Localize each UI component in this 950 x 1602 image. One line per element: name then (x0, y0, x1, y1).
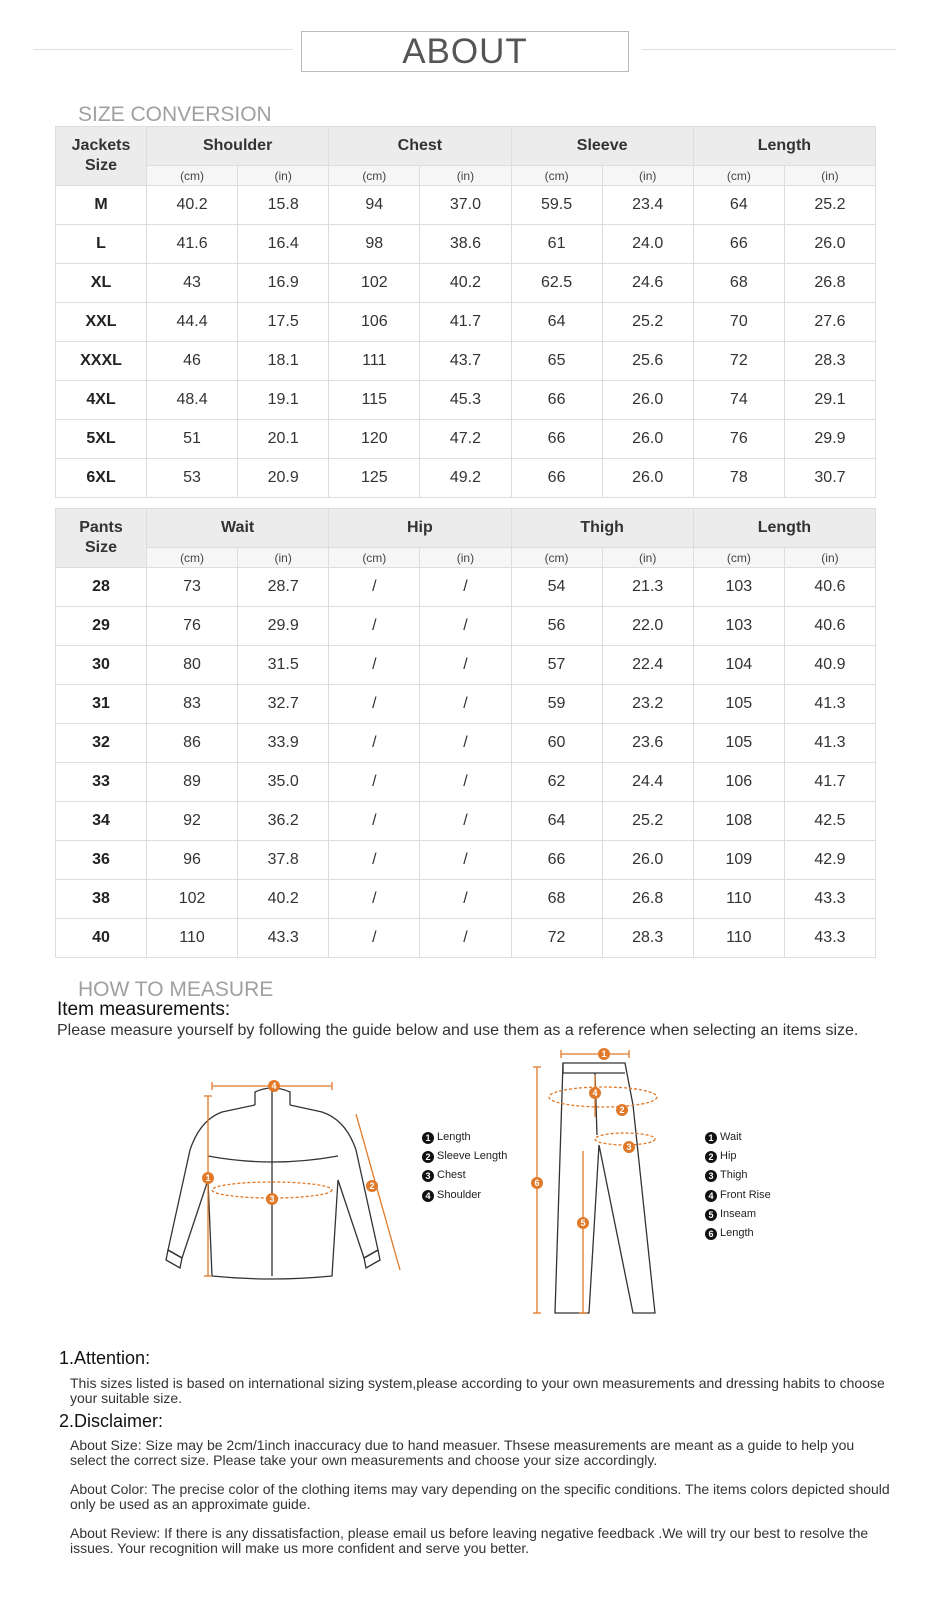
marker-waist: 1 (601, 1049, 607, 1059)
legend-item (705, 1224, 771, 1243)
table-cell: 57 (511, 646, 602, 685)
jackets-group-header: Chest (329, 127, 511, 166)
unit-label: (cm) (693, 548, 784, 568)
jacket-size-row (56, 264, 876, 303)
pants-group-header: Length (693, 509, 875, 548)
pants-size-row (56, 724, 876, 763)
size-label: 29 (56, 607, 147, 646)
marker-chest: 3 (269, 1194, 275, 1204)
unit-label: (in) (420, 166, 511, 186)
legend-number-icon: 1 (422, 1132, 434, 1144)
table-cell: 22.4 (602, 646, 693, 685)
table-cell: / (420, 880, 511, 919)
table-cell: 31.5 (238, 646, 329, 685)
pants-size-row (56, 568, 876, 607)
table-cell: 76 (693, 420, 784, 459)
table-cell: 23.4 (602, 186, 693, 225)
attention-text: This sizes listed is based on international sizing system,please according to your own measurements and dressing habits to choose your suitable size. (70, 1375, 885, 1406)
jackets-group-header: Sleeve (511, 127, 693, 166)
legend-number-icon: 5 (705, 1209, 717, 1221)
table-cell: 102 (329, 264, 420, 303)
table-cell: 24.4 (602, 763, 693, 802)
marker-length: 1 (205, 1173, 211, 1183)
table-cell: 65 (511, 342, 602, 381)
header-divider-right (642, 49, 896, 50)
table-cell: 105 (693, 724, 784, 763)
table-cell: / (420, 802, 511, 841)
pants-size-row (56, 919, 876, 958)
size-label: 28 (56, 568, 147, 607)
table-cell: 41.7 (784, 763, 875, 802)
table-cell: 59 (511, 685, 602, 724)
table-cell: 29.9 (784, 420, 875, 459)
table-cell: 40.2 (147, 186, 238, 225)
pants-size-header: Pants Size (56, 509, 147, 568)
jacket-legend (422, 1128, 507, 1205)
table-cell: 42.9 (784, 841, 875, 880)
table-cell: 103 (693, 607, 784, 646)
unit-label: (cm) (511, 166, 602, 186)
table-cell: 43.7 (420, 342, 511, 381)
table-cell: / (420, 919, 511, 958)
size-label: XXL (56, 303, 147, 342)
pants-size-row (56, 607, 876, 646)
table-cell: 92 (147, 802, 238, 841)
table-cell: 68 (693, 264, 784, 303)
table-cell: 26.0 (602, 841, 693, 880)
size-label: 5XL (56, 420, 147, 459)
size-label: L (56, 225, 147, 264)
table-cell: 16.9 (238, 264, 329, 303)
table-cell: 21.3 (602, 568, 693, 607)
table-cell: 20.9 (238, 459, 329, 498)
table-cell: 46 (147, 342, 238, 381)
legend-item (422, 1166, 507, 1185)
legend-number-icon: 4 (422, 1190, 434, 1202)
pants-header-row (56, 509, 876, 548)
disclaimer-review: About Review: If there is any dissatisfaction, please email us before leaving negative feedback .We will try our best to resolve the issues. Your recognition will make us more confident and serve you better. (70, 1525, 869, 1556)
table-cell: 106 (693, 763, 784, 802)
table-cell: 16.4 (238, 225, 329, 264)
table-cell: 28.3 (602, 919, 693, 958)
marker-hip: 2 (619, 1105, 625, 1115)
size-label: 38 (56, 880, 147, 919)
legend-label: Inseam (720, 1207, 757, 1220)
pants-group-header: Thigh (511, 509, 693, 548)
legend-label: Wait (720, 1131, 742, 1143)
table-cell: 26.0 (602, 459, 693, 498)
table-cell: 40.9 (784, 646, 875, 685)
item-measurements-title: Item measurements: (57, 999, 231, 1020)
table-cell: 25.2 (602, 303, 693, 342)
table-cell: 111 (329, 342, 420, 381)
table-cell: 38.6 (420, 225, 511, 264)
table-cell: 54 (511, 568, 602, 607)
pants-diagram (525, 1045, 665, 1320)
table-cell: 40.2 (420, 264, 511, 303)
jacket-size-row (56, 225, 876, 264)
table-cell: 43.3 (784, 880, 875, 919)
table-cell: 41.3 (784, 724, 875, 763)
table-cell: 28.7 (238, 568, 329, 607)
legend-number-icon: 4 (705, 1190, 717, 1202)
table-cell: 35.0 (238, 763, 329, 802)
table-cell: / (329, 880, 420, 919)
disclaimer-title: 2.Disclaimer: (59, 1411, 164, 1431)
table-cell: 51 (147, 420, 238, 459)
table-cell: 98 (329, 225, 420, 264)
size-label: XL (56, 264, 147, 303)
table-cell: 40.6 (784, 568, 875, 607)
legend-item (705, 1205, 771, 1224)
marker-pants-length: 6 (534, 1178, 540, 1188)
table-cell: / (329, 646, 420, 685)
table-cell: 24.0 (602, 225, 693, 264)
disclaimer-color: About Color: The precise color of the clothing items may vary depending on the specific conditions. The items colors depicted should only be used as an approximate guide. (70, 1481, 890, 1512)
table-cell: 72 (511, 919, 602, 958)
table-cell: 28.3 (784, 342, 875, 381)
jacket-size-row (56, 303, 876, 342)
table-cell: 30.7 (784, 459, 875, 498)
table-cell: 45.3 (420, 381, 511, 420)
jacket-diagram (160, 1070, 410, 1285)
table-cell: 105 (693, 685, 784, 724)
table-cell: 23.6 (602, 724, 693, 763)
table-cell: 36.2 (238, 802, 329, 841)
marker-front-rise: 4 (592, 1088, 598, 1098)
unit-label: (cm) (147, 548, 238, 568)
table-cell: 15.8 (238, 186, 329, 225)
pants-size-row (56, 880, 876, 919)
table-cell: 49.2 (420, 459, 511, 498)
table-cell: 62.5 (511, 264, 602, 303)
table-cell: 41.7 (420, 303, 511, 342)
legend-label: Chest (437, 1169, 466, 1182)
table-cell: 26.0 (784, 225, 875, 264)
table-cell: 56 (511, 607, 602, 646)
table-cell: 29.9 (238, 607, 329, 646)
table-cell: 48.4 (147, 381, 238, 420)
size-label: 40 (56, 919, 147, 958)
table-cell: 22.0 (602, 607, 693, 646)
size-label: 6XL (56, 459, 147, 498)
size-label: 32 (56, 724, 147, 763)
pants-size-row (56, 841, 876, 880)
legend-item (705, 1147, 771, 1166)
size-label: 34 (56, 802, 147, 841)
table-cell: 24.6 (602, 264, 693, 303)
unit-label: (in) (420, 548, 511, 568)
table-cell: 94 (329, 186, 420, 225)
page-title: ABOUT (402, 32, 528, 71)
legend-item (705, 1128, 771, 1147)
jackets-unit-row (56, 166, 876, 186)
unit-label: (in) (238, 548, 329, 568)
how-to-measure-heading: HOW TO MEASURE (78, 978, 274, 1001)
jackets-group-header: Shoulder (147, 127, 329, 166)
table-cell: 125 (329, 459, 420, 498)
table-cell: / (420, 763, 511, 802)
page-header (0, 0, 950, 90)
legend-label: Sleeve Length (437, 1150, 508, 1163)
table-cell: 59.5 (511, 186, 602, 225)
table-cell: 26.0 (602, 420, 693, 459)
marker-sleeve: 2 (369, 1181, 375, 1191)
pants-legend (705, 1128, 771, 1243)
item-measurements-desc: Please measure yourself by following the guide below and use them as a reference when selecting an items size. (57, 1022, 859, 1039)
legend-item (705, 1186, 771, 1205)
table-cell: 33.9 (238, 724, 329, 763)
table-cell: 37.0 (420, 186, 511, 225)
unit-label: (cm) (693, 166, 784, 186)
table-cell: / (329, 919, 420, 958)
jacket-size-row (56, 381, 876, 420)
legend-number-icon: 6 (705, 1228, 717, 1240)
legend-number-icon: 2 (705, 1151, 717, 1163)
table-cell: 108 (693, 802, 784, 841)
jacket-size-row (56, 420, 876, 459)
table-cell: 89 (147, 763, 238, 802)
legend-item (422, 1128, 507, 1147)
table-cell: / (420, 568, 511, 607)
legend-item (422, 1147, 507, 1166)
table-cell: 120 (329, 420, 420, 459)
legend-label: Length (437, 1131, 471, 1143)
size-label: 36 (56, 841, 147, 880)
unit-label: (cm) (511, 548, 602, 568)
jackets-size-header: Jackets Size (56, 127, 147, 186)
jacket-size-row (56, 459, 876, 498)
table-cell: 66 (511, 420, 602, 459)
table-cell: 73 (147, 568, 238, 607)
table-cell: 17.5 (238, 303, 329, 342)
table-cell: 83 (147, 685, 238, 724)
table-cell: 110 (693, 919, 784, 958)
pants-size-row (56, 763, 876, 802)
attention-title: 1.Attention: (59, 1348, 151, 1368)
size-conversion-heading: SIZE CONVERSION (78, 103, 272, 126)
unit-label: (in) (602, 166, 693, 186)
header-divider-left (33, 49, 293, 50)
table-cell: 25.2 (602, 802, 693, 841)
table-cell: 109 (693, 841, 784, 880)
unit-label: (in) (602, 548, 693, 568)
unit-label: (cm) (147, 166, 238, 186)
legend-number-icon: 1 (705, 1132, 717, 1144)
table-cell: 40.6 (784, 607, 875, 646)
disclaimer-size: About Size: Size may be 2cm/1inch inaccuracy due to hand measuer. Thsese measurements are meant as a guide to help you select the correct size. Please take your own measurements and choose your size accordingly. (70, 1437, 855, 1468)
table-cell: 96 (147, 841, 238, 880)
table-cell: 86 (147, 724, 238, 763)
table-cell: / (420, 646, 511, 685)
table-cell: 68 (511, 880, 602, 919)
table-cell: 32.7 (238, 685, 329, 724)
table-cell: / (329, 607, 420, 646)
table-cell: 26.8 (784, 264, 875, 303)
table-cell: 62 (511, 763, 602, 802)
jackets-group-header: Length (693, 127, 875, 166)
marker-thigh: 3 (626, 1142, 632, 1152)
size-label: 30 (56, 646, 147, 685)
table-cell: 115 (329, 381, 420, 420)
legend-number-icon: 3 (422, 1170, 434, 1182)
unit-label: (cm) (329, 548, 420, 568)
table-cell: / (420, 724, 511, 763)
unit-label: (in) (784, 166, 875, 186)
table-cell: 41.3 (784, 685, 875, 724)
pants-group-header: Wait (147, 509, 329, 548)
table-cell: 104 (693, 646, 784, 685)
table-cell: 19.1 (238, 381, 329, 420)
table-cell: 74 (693, 381, 784, 420)
table-cell: / (329, 685, 420, 724)
table-cell: 66 (511, 381, 602, 420)
table-cell: / (420, 607, 511, 646)
legend-label: Thigh (720, 1169, 748, 1182)
legend-number-icon: 2 (422, 1151, 434, 1163)
table-cell: 37.8 (238, 841, 329, 880)
table-cell: / (329, 763, 420, 802)
size-label: 4XL (56, 381, 147, 420)
table-cell: / (329, 841, 420, 880)
table-cell: 64 (511, 802, 602, 841)
table-cell: 43.3 (238, 919, 329, 958)
table-cell: 103 (693, 568, 784, 607)
jacket-size-row (56, 342, 876, 381)
size-label: M (56, 186, 147, 225)
table-cell: 27.6 (784, 303, 875, 342)
pants-size-row (56, 802, 876, 841)
pants-group-header: Hip (329, 509, 511, 548)
table-cell: 66 (511, 459, 602, 498)
table-cell: / (420, 685, 511, 724)
table-cell: 25.6 (602, 342, 693, 381)
legend-number-icon: 3 (705, 1170, 717, 1182)
table-cell: 26.0 (602, 381, 693, 420)
legend-label: Hip (720, 1150, 737, 1163)
unit-label: (in) (784, 548, 875, 568)
table-cell: 23.2 (602, 685, 693, 724)
pants-size-row (56, 685, 876, 724)
legend-label: Shoulder (437, 1188, 482, 1201)
unit-label: (in) (238, 166, 329, 186)
table-cell: 76 (147, 607, 238, 646)
table-cell: 44.4 (147, 303, 238, 342)
table-cell: 64 (511, 303, 602, 342)
unit-label: (cm) (329, 166, 420, 186)
table-cell: 80 (147, 646, 238, 685)
table-cell: 64 (693, 186, 784, 225)
table-cell: 47.2 (420, 420, 511, 459)
legend-label: Front Rise (720, 1188, 771, 1201)
table-cell: / (329, 802, 420, 841)
pants-size-table (55, 508, 876, 958)
jacket-size-row (56, 186, 876, 225)
table-cell: 20.1 (238, 420, 329, 459)
table-cell: 43.3 (784, 919, 875, 958)
table-cell: 102 (147, 880, 238, 919)
size-label: XXXL (56, 342, 147, 381)
pants-size-row (56, 646, 876, 685)
size-label: 31 (56, 685, 147, 724)
legend-item (422, 1186, 507, 1205)
table-cell: 66 (511, 841, 602, 880)
table-cell: 40.2 (238, 880, 329, 919)
table-cell: 78 (693, 459, 784, 498)
table-cell: 18.1 (238, 342, 329, 381)
table-cell: 42.5 (784, 802, 875, 841)
table-cell: 60 (511, 724, 602, 763)
table-cell: 110 (693, 880, 784, 919)
marker-inseam: 5 (580, 1218, 586, 1228)
table-cell: 70 (693, 303, 784, 342)
table-cell: 106 (329, 303, 420, 342)
table-cell: / (329, 568, 420, 607)
marker-shoulder: 4 (271, 1081, 277, 1091)
table-cell: 66 (693, 225, 784, 264)
size-label: 33 (56, 763, 147, 802)
jackets-header-row (56, 127, 876, 166)
table-cell: 41.6 (147, 225, 238, 264)
legend-item (705, 1166, 771, 1185)
jackets-size-table (55, 126, 876, 498)
table-cell: 25.2 (784, 186, 875, 225)
table-cell: 26.8 (602, 880, 693, 919)
table-cell: 43 (147, 264, 238, 303)
table-cell: / (329, 724, 420, 763)
table-cell: / (420, 841, 511, 880)
table-cell: 110 (147, 919, 238, 958)
table-cell: 53 (147, 459, 238, 498)
table-cell: 72 (693, 342, 784, 381)
table-cell: 61 (511, 225, 602, 264)
legend-label: Length (720, 1227, 754, 1240)
pants-unit-row (56, 548, 876, 568)
table-cell: 29.1 (784, 381, 875, 420)
